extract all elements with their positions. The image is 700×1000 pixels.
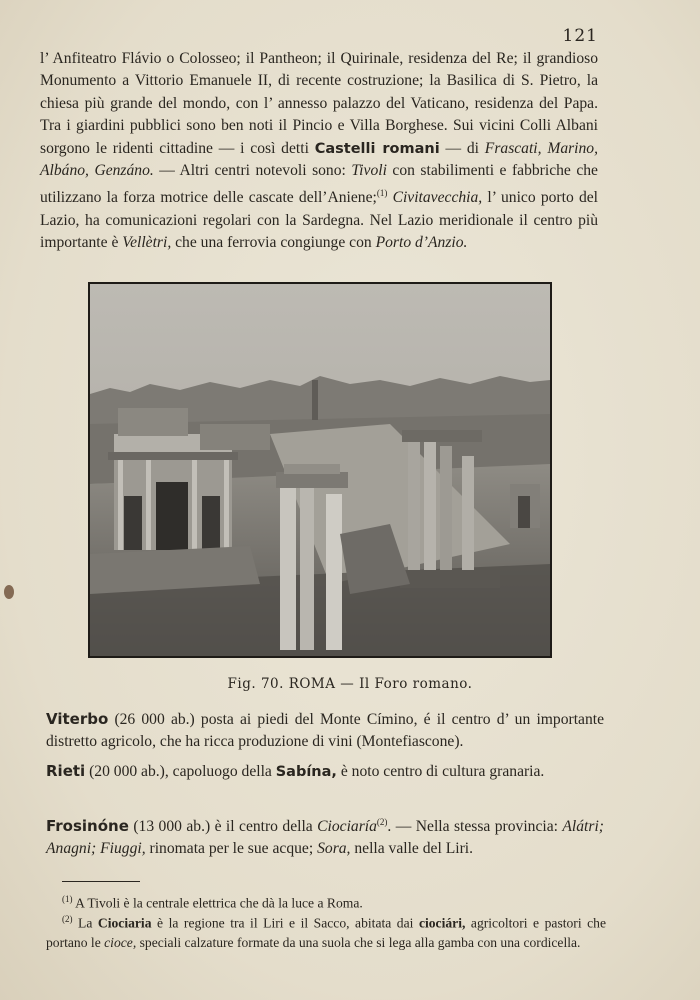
text-span: è la regione tra il Liri e il Sacco, abitata dai (151, 915, 419, 931)
paper-stain (4, 585, 14, 599)
footnote-mark-1: (1) (62, 894, 73, 904)
frosinone-towns: Alátri; Anagni; Fiuggi, (46, 818, 604, 858)
rieti-entry (46, 760, 604, 783)
ciociaria-name: Ciociaría (317, 818, 377, 836)
text-span: . — Nella stessa provincia: (387, 818, 563, 836)
text-span: l’ unico porto del Lazio, ha comunicazioni regolari con la Sardegna. Nel Lazio meridionale il centro più importante è (40, 189, 598, 252)
text-span: speciali calzature formate da una suola che si lega alla gamba con una cordicella. (136, 935, 581, 951)
sabina-name: Sabína, (275, 764, 337, 780)
velletri-name: Vellètri, (122, 234, 172, 252)
frosinone-entry (46, 811, 604, 860)
text-span: l’ Anfiteatro Flávio o Colosseo; il Pantheon; il Quirinale, residenza del Re; il grandioso Monumento a Vittorio Emanuele II, di recente costruzione; la Basilica di S. Pietro, la chiesa più grande del mondo, con l’ annesso palazzo del Vaticano, residenza del Papa. Tra i giardini pubblici sono ben noti il Pincio e Villa Borghese. Sui vicini Colli Albani sorgono le ridenti cittadine — i così detti (40, 50, 598, 157)
viterbo-entry (46, 708, 604, 753)
ciociari-term: ciociári, (418, 915, 466, 931)
text-span: La (72, 915, 98, 931)
castelli-romani-term: Castelli romani (314, 140, 440, 157)
intro-paragraph (40, 48, 598, 255)
text-span: rinomata per le sue acque; (145, 840, 318, 858)
cioce-term: cioce, (104, 935, 137, 951)
tivoli-name: Tivoli (351, 162, 387, 180)
footnote-ref-2: (2) (376, 817, 388, 827)
civitavecchia-name: Civitavecchia, (392, 189, 483, 207)
text-span: — Altri centri notevoli sono: (153, 162, 352, 180)
viterbo-name: Viterbo (46, 710, 109, 728)
page-number: 121 (562, 26, 598, 46)
frosinone-name: Frosinóne (46, 817, 129, 836)
castelli-towns: Frascati, Marino, Albáno, Genzáno. (40, 139, 599, 180)
text-span: (26 000 ab.) posta ai piedi del Monte Címino, é il centro d’ un importante distretto agricolo, che ha ricca produzione di vini (Montefiascone). (46, 711, 604, 750)
footnote-ref-1: (1) (376, 188, 388, 199)
text-span: è noto centro di cultura granaria. (336, 763, 545, 780)
text-span: che una ferrovia congiunge con (171, 234, 376, 252)
text-span: — di (439, 139, 485, 157)
ciociaria-term: Ciociaria (97, 915, 152, 931)
footnote-divider (62, 881, 140, 882)
forum-illustration (90, 284, 550, 656)
text-span: (20 000 ab.), capoluogo della (85, 763, 276, 780)
text-span: nella valle del Liri. (350, 840, 473, 858)
anzio-name: Porto d’Anzio. (375, 234, 468, 252)
rieti-name: Rieti (46, 762, 86, 780)
text-span: (13 000 ab.) è il centro della (128, 818, 318, 836)
text-span: agricoltori e pastori che portano le (46, 915, 606, 951)
footnote-mark-2: (2) (62, 914, 73, 924)
text-span: con stabilimenti e fabbriche che utilizzano la forza motrice delle cascate dell’Aniene; (40, 162, 598, 207)
text-span: A Tivoli è la centrale elettrica che dà la luce a Roma. (72, 895, 363, 911)
sora-name: Sora, (317, 840, 351, 858)
forum-photograph (88, 282, 552, 658)
footnote-2 (46, 910, 606, 953)
figure-caption: Fig. 70. ROMA — Il Foro romano. (227, 676, 473, 692)
